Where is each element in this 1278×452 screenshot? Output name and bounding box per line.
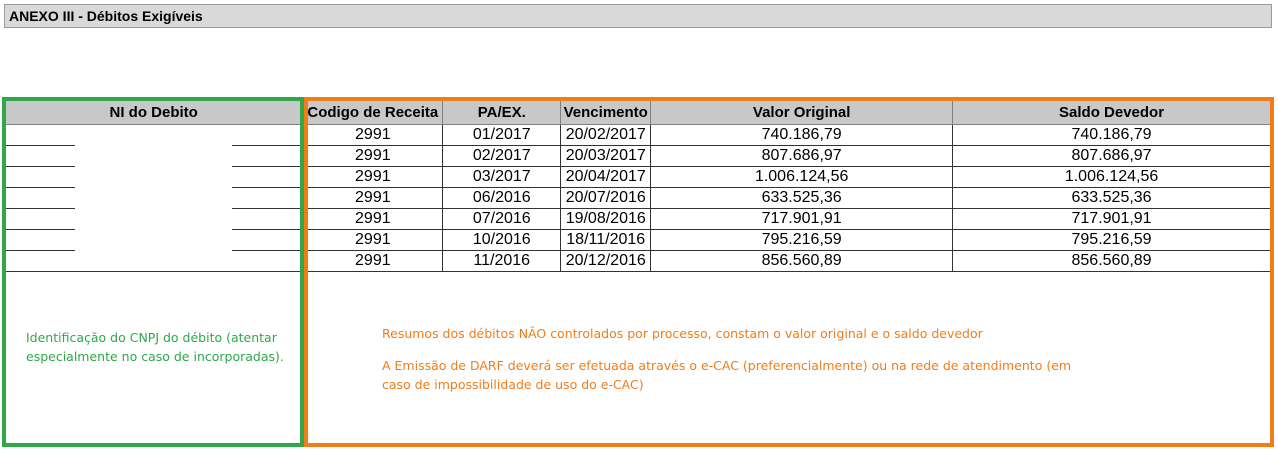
pa-cell: 03/2017 bbox=[443, 167, 561, 188]
codigo-cell: 2991 bbox=[303, 167, 443, 188]
codigo-cell: 2991 bbox=[303, 188, 443, 209]
saldo-devedor-cell: 717.901,91 bbox=[953, 209, 1271, 230]
valor-original-cell: 740.186,79 bbox=[651, 125, 953, 146]
ni-cell bbox=[5, 209, 303, 230]
header-vencimento: Vencimento bbox=[561, 100, 651, 125]
ni-cell bbox=[5, 167, 303, 188]
saldo-devedor-cell: 856.560,89 bbox=[953, 251, 1271, 272]
valor-original-cell: 1.006.124,56 bbox=[651, 167, 953, 188]
header-valor-original: Valor Original bbox=[651, 100, 953, 125]
table-row bbox=[5, 209, 1271, 230]
valor-original-cell: 717.901,91 bbox=[651, 209, 953, 230]
table-header-row bbox=[5, 100, 1271, 125]
cnpj-annotation: Identificação do CNPJ do débito (atentar especialmente no caso de incorporadas). bbox=[26, 330, 284, 364]
pa-cell: 06/2016 bbox=[443, 188, 561, 209]
vencimento-cell: 19/08/2016 bbox=[561, 209, 651, 230]
valor-original-cell: 856.560,89 bbox=[651, 251, 953, 272]
codigo-cell: 2991 bbox=[303, 146, 443, 167]
saldo-devedor-cell: 633.525,36 bbox=[953, 188, 1271, 209]
vencimento-cell: 18/11/2016 bbox=[561, 230, 651, 251]
pa-cell: 02/2017 bbox=[443, 146, 561, 167]
pa-cell: 11/2016 bbox=[443, 251, 561, 272]
annex-title: ANEXO III - Débitos Exigíveis bbox=[4, 4, 1272, 28]
ni-cell bbox=[5, 230, 303, 251]
pa-cell: 10/2016 bbox=[443, 230, 561, 251]
vencimento-cell: 20/12/2016 bbox=[561, 251, 651, 272]
codigo-cell: 2991 bbox=[303, 251, 443, 272]
saldo-devedor-cell: 807.686,97 bbox=[953, 146, 1271, 167]
table-row bbox=[5, 146, 1271, 167]
ni-cell bbox=[5, 188, 303, 209]
table-row bbox=[5, 251, 1271, 272]
header-saldo-devedor: Saldo Devedor bbox=[953, 100, 1271, 125]
codigo-cell: 2991 bbox=[303, 230, 443, 251]
debits-table bbox=[5, 100, 1271, 272]
pa-cell: 01/2017 bbox=[443, 125, 561, 146]
debits-annotation bbox=[382, 324, 1102, 407]
vencimento-cell: 20/03/2017 bbox=[561, 146, 651, 167]
saldo-devedor-cell: 795.216,59 bbox=[953, 230, 1271, 251]
valor-original-cell: 795.216,59 bbox=[651, 230, 953, 251]
vencimento-cell: 20/07/2016 bbox=[561, 188, 651, 209]
debits-annotation-darf: A Emissão de DARF deverá ser efetuada através o e-CAC (preferencialmente) ou na rede de atendimento (em caso de impossibilidade de uso do e-CAC) bbox=[382, 358, 1072, 392]
header-pa-ex: PA/EX. bbox=[443, 100, 561, 125]
valor-original-cell: 807.686,97 bbox=[651, 146, 953, 167]
table-row bbox=[5, 230, 1271, 251]
ni-cell bbox=[5, 146, 303, 167]
valor-original-cell: 633.525,36 bbox=[651, 188, 953, 209]
saldo-devedor-cell: 1.006.124,56 bbox=[953, 167, 1271, 188]
header-codigo-receita: Codigo de Receita bbox=[303, 100, 443, 125]
vencimento-cell: 20/02/2017 bbox=[561, 125, 651, 146]
header-ni-debito: NI do Debito bbox=[5, 100, 303, 125]
table-row bbox=[5, 167, 1271, 188]
ni-cell bbox=[5, 125, 303, 146]
saldo-devedor-cell: 740.186,79 bbox=[953, 125, 1271, 146]
vencimento-cell: 20/04/2017 bbox=[561, 167, 651, 188]
codigo-cell: 2991 bbox=[303, 209, 443, 230]
ni-cell bbox=[5, 251, 303, 272]
table-row bbox=[5, 125, 1271, 146]
debits-annotation-summary: Resumos dos débitos NÃO controlados por processo, constam o valor original e o saldo devedor bbox=[382, 326, 983, 341]
codigo-cell: 2991 bbox=[303, 125, 443, 146]
pa-cell: 07/2016 bbox=[443, 209, 561, 230]
table-row bbox=[5, 188, 1271, 209]
